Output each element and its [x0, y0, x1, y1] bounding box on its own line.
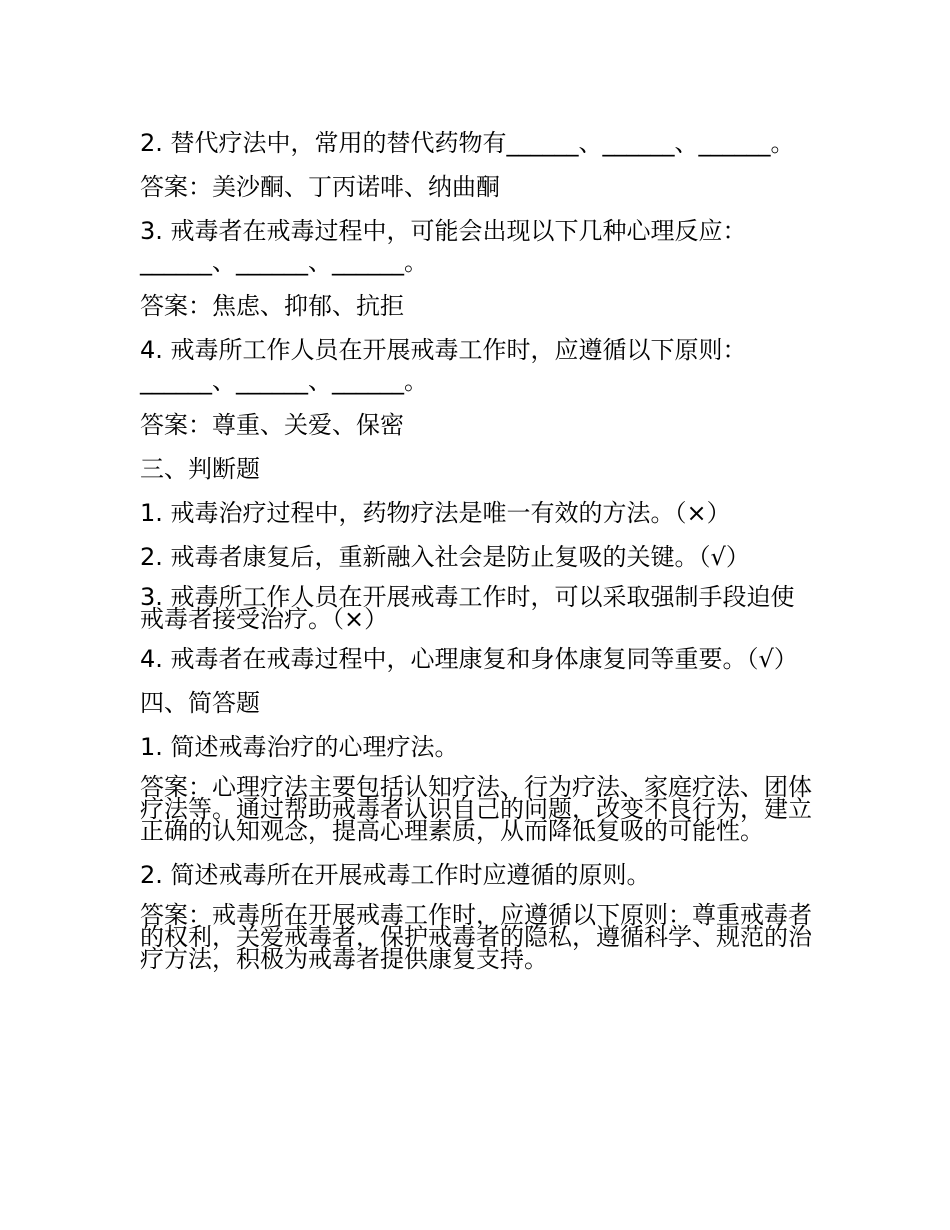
question-tf-1: 1. 戒毒治疗过程中，药物疗法是唯一有效的方法。（×） [140, 499, 731, 527]
question-sa-1: 1. 简述戒毒治疗的心理疗法。 [140, 733, 459, 761]
question-tf-3: 3. 戒毒所工作人员在开展戒毒工作时，可以采取强制手段迫使戒毒者接受治疗。（×） [140, 583, 795, 633]
answer-sa-2: 答案：戒毒所在开展戒毒工作时，应遵循以下原则：尊重戒毒者的权利，关爱戒毒者，保护戒毒者的隐私，遵循科学、规范的治疗方法，积极为戒毒者提供康复支持。 [140, 901, 812, 973]
section-heading-true-false: 三、判断题 [140, 455, 260, 483]
question-tf-2: 2. 戒毒者康复后，重新融入社会是防止复吸的关键。（√） [140, 543, 750, 571]
answer-fill-2: 答案：美沙酮、丁丙诺啡、纳曲酮 [140, 173, 500, 201]
question-fill-4: 4. 戒毒所工作人员在开展戒毒工作时，应遵循以下原则：______、______、______。 [140, 336, 747, 395]
answer-fill-3: 答案：焦虑、抑郁、抗拒 [140, 292, 404, 320]
question-sa-2: 2. 简述戒毒所在开展戒毒工作时应遵循的原则。 [140, 861, 651, 889]
question-fill-3: 3. 戒毒者在戒毒过程中，可能会出现以下几种心理反应：______、______、______。 [140, 217, 747, 276]
question-tf-4: 4. 戒毒者在戒毒过程中，心理康复和身体康复同等重要。（√） [140, 645, 798, 673]
document-page [140, 128, 812, 988]
answer-fill-4: 答案：尊重、关爱、保密 [140, 411, 404, 439]
question-fill-2: 2. 替代疗法中，常用的替代药物有______、______、______。 [140, 129, 795, 157]
section-heading-short-answer: 四、简答题 [140, 689, 260, 717]
answer-sa-1: 答案：心理疗法主要包括认知疗法、行为疗法、家庭疗法、团体疗法等。通过帮助戒毒者认识自己的问题，改变不良行为，建立正确的认知观念，提高心理素质，从而降低复吸的可能性。 [140, 773, 812, 845]
